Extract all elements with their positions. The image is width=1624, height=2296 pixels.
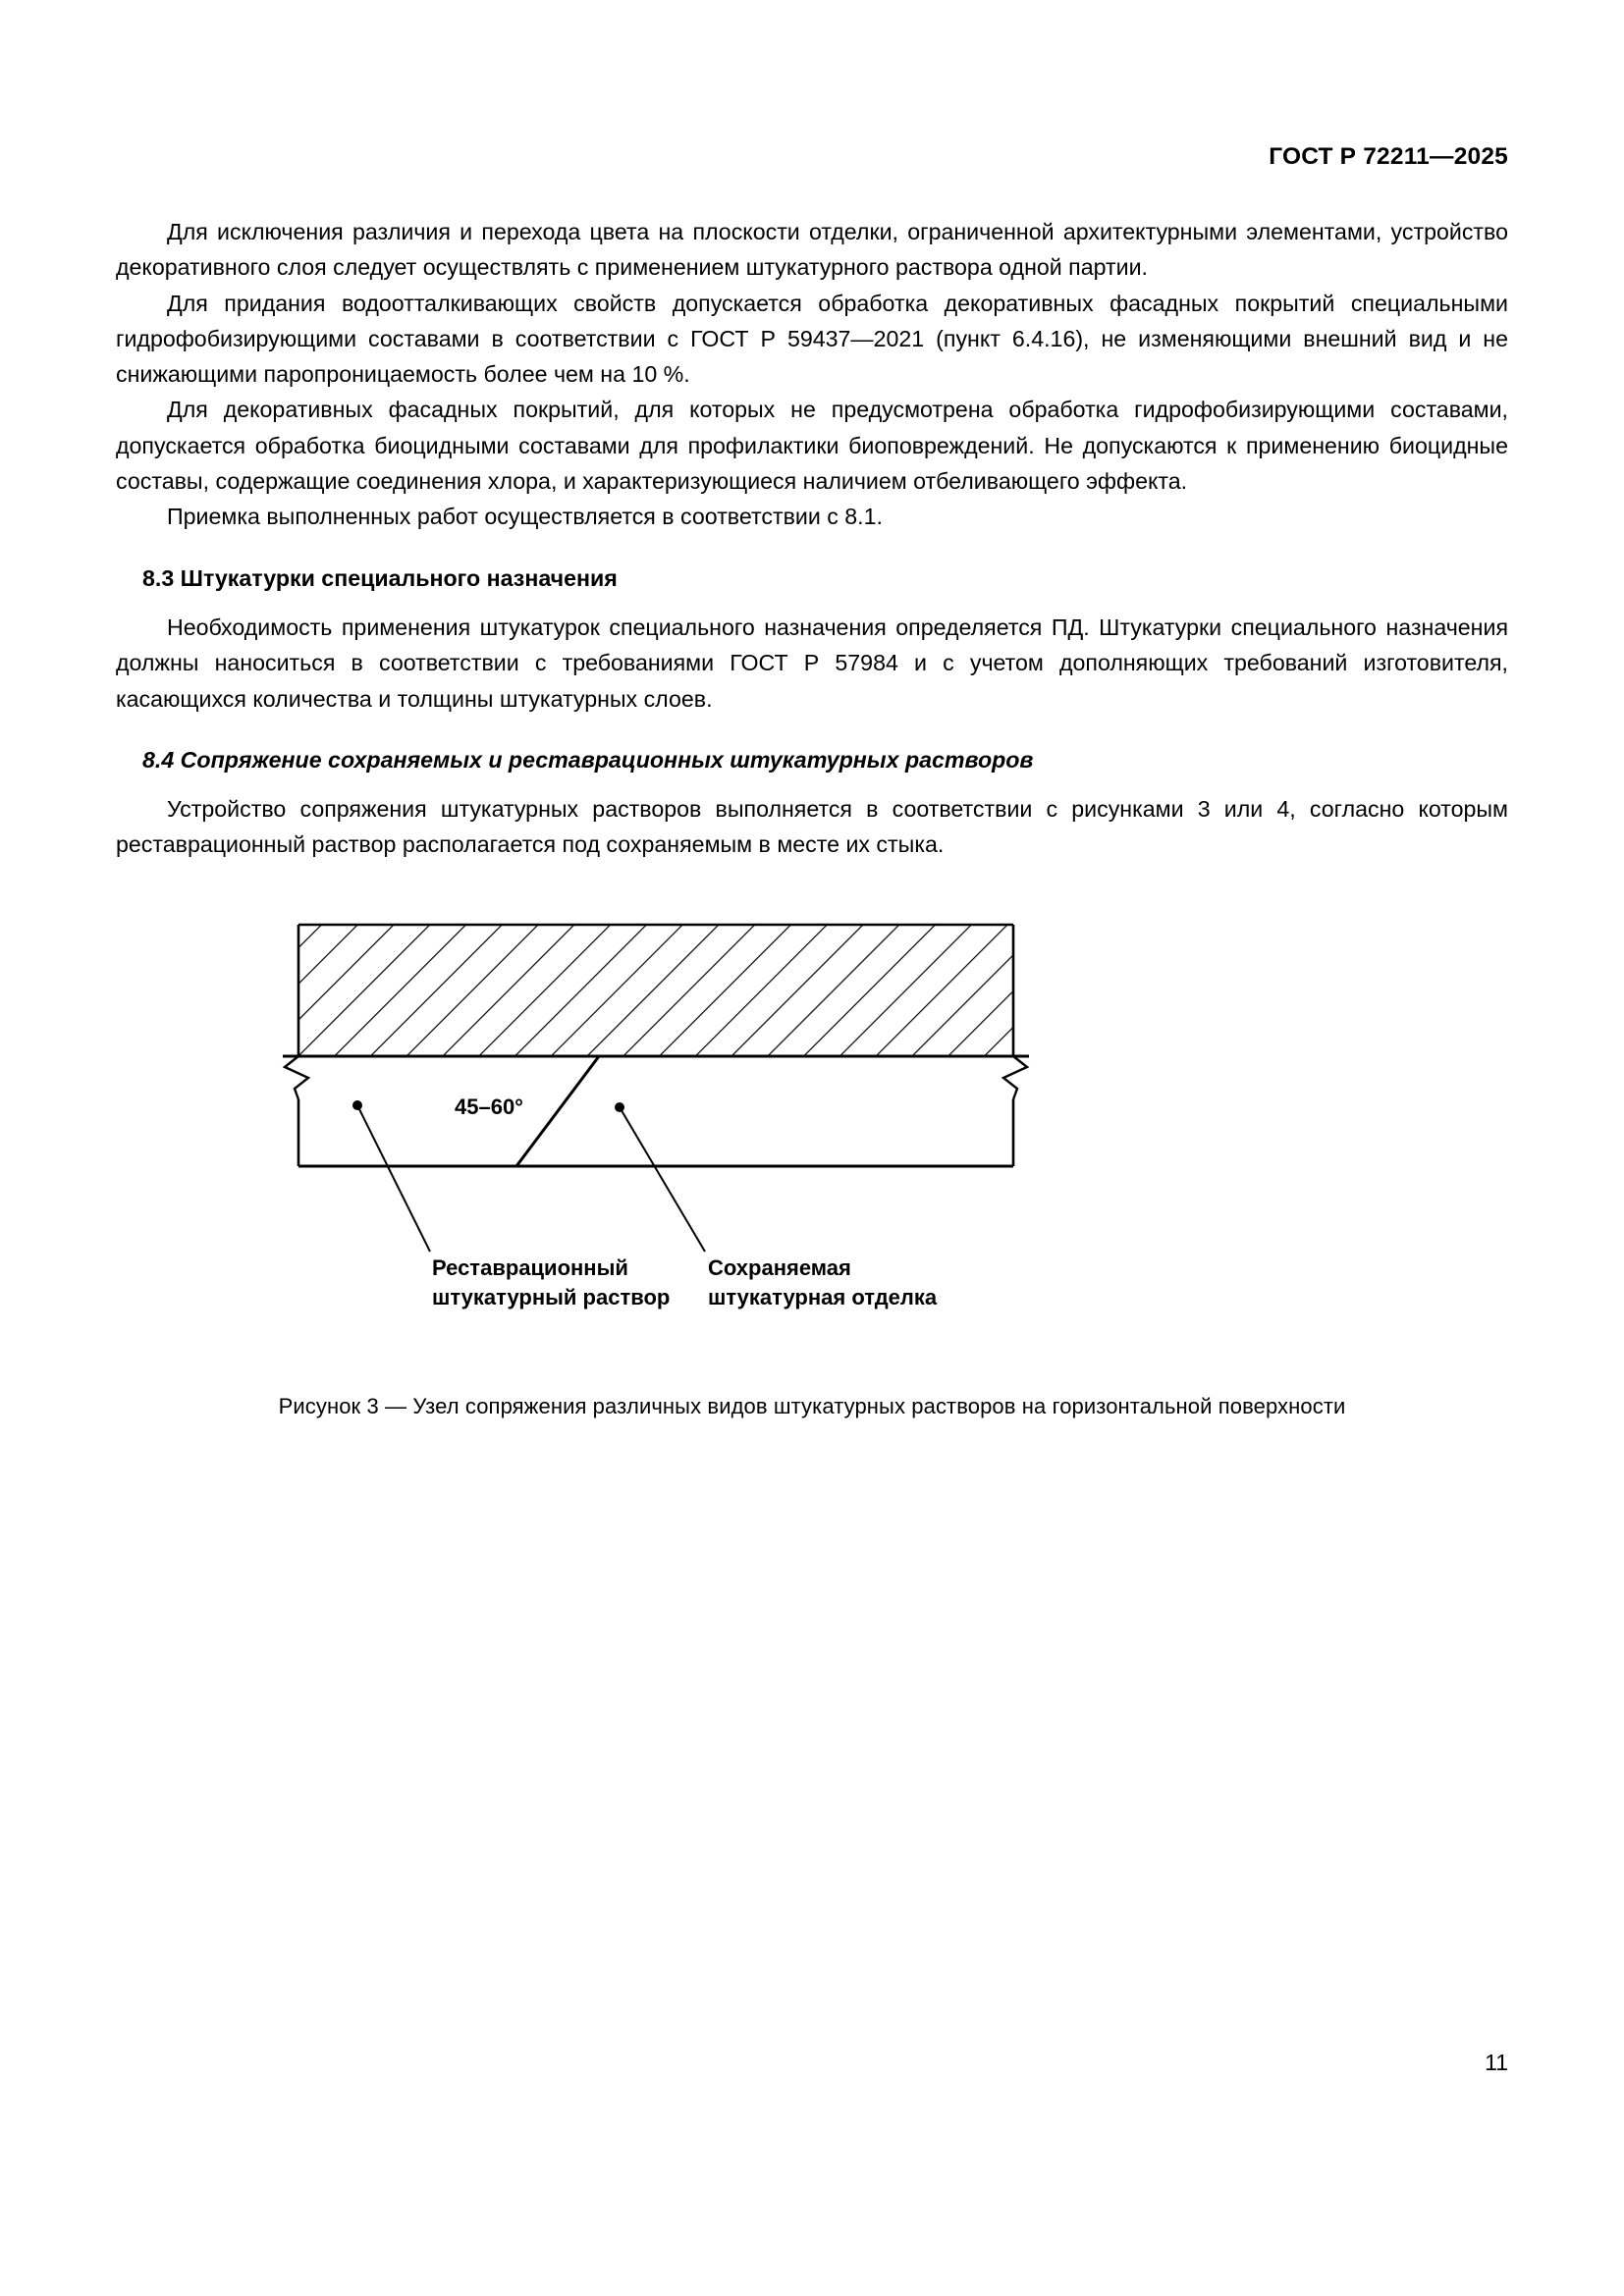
page-header-standard-number: ГОСТ Р 72211—2025 — [1269, 143, 1508, 170]
label-right-line2: штукатурная отделка — [708, 1285, 938, 1309]
section-8-4-heading-wrap — [116, 717, 1508, 791]
figure-3-drawing — [116, 913, 1508, 1384]
break-symbol-left — [285, 1056, 308, 1099]
body-text-block — [116, 214, 1508, 863]
paragraph-3: Для декоративных фасадных покрытий, для которых не предусмотрена обработка гидрофобизирующими составами, допускается обработка биоцидными составами для профилактики биоповреждений. Не допускаются к применению биоцидные составы, содержащие соединения хлора, и характеризующиеся наличием отбеливающего эффекта. — [116, 397, 1508, 495]
paragraph-4: Приемка выполненных работ осуществляется в соответствии с 8.1. — [167, 504, 883, 530]
page-number: 11 — [1485, 2050, 1508, 2075]
label-left-line1: Реставрационный — [432, 1255, 628, 1280]
section-8-3-heading-wrap — [116, 535, 1508, 610]
section-8-3-paragraph: Необходимость применения штукатурок специального назначения определяется ПД. Штукатурки специального назначения должны наноситься в соответствии с требованиями ГОСТ Р 57984 и с учетом дополняющих требований изготовителя, касающихся количества и толщины штукатурных слоев. — [116, 614, 1508, 712]
page-content — [116, 0, 1508, 2296]
break-symbol-right — [1003, 1056, 1027, 1099]
label-right-line1: Сохраняемая — [708, 1255, 851, 1280]
paragraph-2: Для придания водоотталкивающих свойств допускается обработка декоративных фасадных покрытий специальными гидрофобизирующими составами в соответствии с ГОСТ Р 59437—2021 (пункт 6.4.16), не изменяющими внешний вид и не снижающими паропроницаемость более чем на 10 %. — [116, 290, 1508, 388]
joint-diagonal — [516, 1056, 599, 1166]
hatch-region — [298, 925, 1013, 1056]
section-8-3-heading: 8.3 Штукатурки специального назначения — [142, 564, 618, 591]
paragraph-1: Для исключения различия и перехода цвета на плоскости отделки, ограниченной архитектурными элементами, устройство декоративного слоя следует осуществлять с применением штукатурного раствора одной партии. — [116, 219, 1508, 281]
section-8-4-heading: 8.4 Сопряжение сохраняемых и реставрационных штукатурных растворов — [142, 746, 1034, 773]
angle-label: 45–60° — [455, 1095, 523, 1119]
figure-3 — [116, 913, 1508, 1384]
section-8-4-paragraph: Устройство сопряжения штукатурных растворов выполняется в соответствии с рисунками 3 или 4, согласно которым реставрационный раствор располагается под сохраняемым в месте их стыка. — [116, 796, 1508, 858]
label-left-line2: штукатурный раствор — [432, 1285, 671, 1309]
leader-line-right — [620, 1107, 705, 1252]
figure-3-caption: Рисунок 3 — Узел сопряжения различных видов штукатурных растворов на горизонтальной поверхности — [278, 1394, 1346, 1418]
leader-line-left — [357, 1105, 430, 1252]
